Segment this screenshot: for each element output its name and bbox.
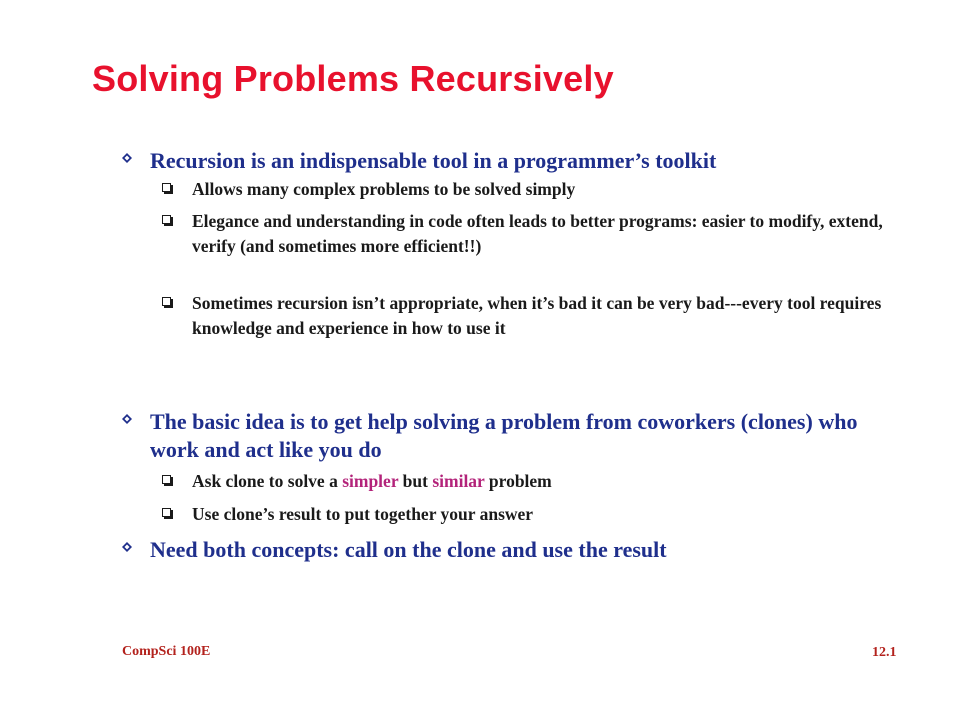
highlight-word: simpler: [342, 471, 399, 491]
bullet-text: Ask clone to solve a simpler but similar problem: [192, 471, 552, 491]
square-bullet-icon: [162, 508, 171, 517]
diamond-bullet-icon: [122, 153, 131, 162]
footer-course: CompSci 100E: [122, 644, 211, 659]
diamond-bullet-icon: [122, 542, 131, 551]
bullet-text: The basic idea is to get help solving a problem from coworkers (clones) who work and act like you do: [150, 409, 858, 462]
footer-page-number: 12.1: [872, 645, 897, 660]
bullet-text: Elegance and understanding in code often leads to better programs: easier to modify, extend, verify (and sometimes more efficient!!): [192, 211, 883, 256]
diamond-bullet-icon: [122, 414, 131, 423]
square-bullet-icon: [162, 297, 171, 306]
square-bullet-icon: [162, 215, 171, 224]
bullet-text: Use clone’s result to put together your answer: [192, 504, 534, 524]
bullet-text: Sometimes recursion isn’t appropriate, when it’s bad it can be very bad---every tool requires knowledge and experience in how to use it: [192, 293, 882, 338]
bullet-text: Need both concepts: call on the clone and use the result: [150, 537, 667, 562]
square-bullet-icon: [162, 475, 171, 484]
square-bullet-icon: [162, 183, 171, 192]
bullet-text: Recursion is an indispensable tool in a programmer’s toolkit: [150, 148, 717, 173]
bullet-text: Allows many complex problems to be solved simply: [192, 179, 576, 199]
highlight-word: similar: [432, 471, 485, 491]
slide-title: Solving Problems Recursively: [92, 58, 614, 99]
